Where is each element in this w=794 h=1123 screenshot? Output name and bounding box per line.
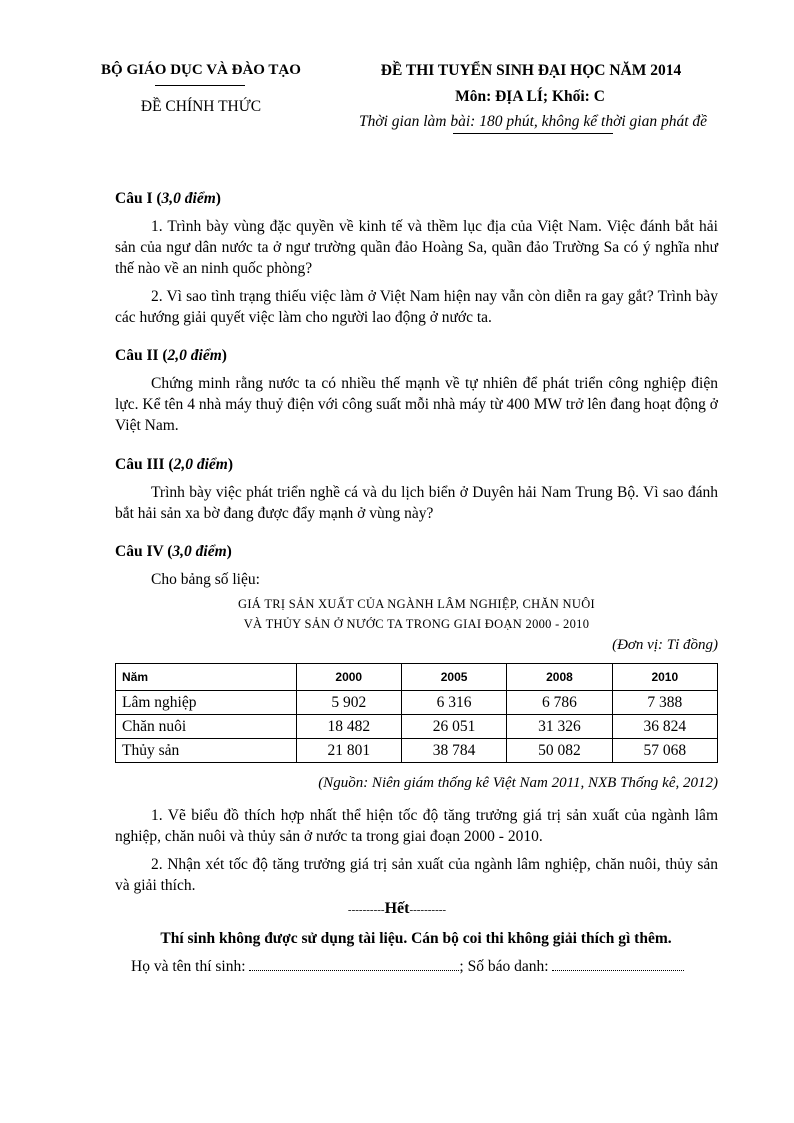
table-cell: 6 786 [507, 691, 612, 715]
table-cell: 50 082 [507, 739, 612, 763]
question-1-title: Câu I (3,0 điểm) [115, 190, 221, 207]
question-4-part-2: 2. Nhận xét tốc độ tăng trưởng giá trị sản xuất của ngành lâm nghiệp, chăn nuôi, thủy sản và giải thích. [115, 856, 718, 894]
candidate-note: Thí sinh không được sử dụng tài liệu. Cán bộ coi thi không giải thích gì thêm. [160, 930, 672, 947]
question-3-text: Trình bày việc phát triển nghề cá và du lịch biển ở Duyên hải Nam Trung Bộ. Vì sao đánh bắt hải sản xa bờ đang được đẩy mạnh ở vùng này? [115, 484, 718, 522]
ministry-name: BỘ GIÁO DỤC VÀ ĐÀO TẠO [101, 62, 301, 78]
table-row [116, 715, 718, 739]
table-cell: 38 784 [401, 739, 506, 763]
question-2 [115, 345, 718, 436]
data-table [115, 663, 718, 763]
row-label: Lâm nghiệp [116, 691, 297, 715]
question-2-title: Câu II (2,0 điểm) [115, 347, 227, 364]
table-header-2010: 2010 [612, 664, 717, 691]
candidate-id-field[interactable] [552, 960, 684, 971]
candidate-info-line: Họ và tên thí sinh: ; Số báo danh: [131, 958, 684, 976]
question-1-part-1: 1. Trình bày vùng đặc quyền về kinh tế và thềm lục địa của Việt Nam. Việc đánh bắt hải sản của ngư dân nước ta ở ngư trường quần đảo Hoàng Sa, quần đảo Trường Sa có ý nghĩa như thế nào về an ninh quốc phòng? [115, 218, 718, 277]
question-4-tasks [115, 805, 718, 896]
table-cell: 26 051 [401, 715, 506, 739]
question-3 [115, 454, 718, 524]
table-cell: 18 482 [296, 715, 401, 739]
table-caption-line-2: VÀ THỦY SẢN Ở NƯỚC TA TRONG GIAI ĐOẠN 2000 - 2010 [243, 617, 590, 631]
candidate-id-label: Số báo danh: [467, 958, 549, 975]
table-header-2005: 2005 [401, 664, 506, 691]
table-cell: 6 316 [401, 691, 506, 715]
candidate-name-label: Họ và tên thí sinh: [131, 958, 246, 975]
table-source: (Nguồn: Niên giám thống kê Việt Nam 2011, NXB Thống kê, 2012) [318, 775, 718, 791]
table-cell: 5 902 [296, 691, 401, 715]
table-cell: 31 326 [507, 715, 612, 739]
question-4 [115, 541, 718, 590]
question-4-intro: Cho bảng số liệu: [151, 571, 260, 588]
exam-title: ĐỀ THI TUYỂN SINH ĐẠI HỌC NĂM 2014 [380, 62, 682, 79]
table-header-2008: 2008 [507, 664, 612, 691]
official-label: ĐỀ CHÍNH THỨC [140, 98, 262, 115]
end-marker: ----------Hết---------- [347, 900, 447, 917]
table-header-year: Năm [116, 664, 297, 691]
ministry-underline [155, 85, 245, 86]
candidate-name-field[interactable] [249, 960, 459, 971]
row-label: Chăn nuôi [116, 715, 297, 739]
exam-subject: Môn: ĐỊA LÍ; Khối: C [455, 88, 605, 105]
table-unit: (Đơn vị: Tỉ đồng) [612, 637, 718, 653]
table-cell: 57 068 [612, 739, 717, 763]
table-cell: 7 388 [612, 691, 717, 715]
table-caption-line-1: GIÁ TRỊ SẢN XUẤT CỦA NGÀNH LÂM NGHIỆP, CHĂN NUÔI [238, 597, 595, 611]
table-cell: 21 801 [296, 739, 401, 763]
question-3-title: Câu III (2,0 điểm) [115, 456, 233, 473]
table-header-row [116, 664, 718, 691]
row-label: Thủy sản [116, 739, 297, 763]
question-4-part-1: 1. Vẽ biểu đồ thích hợp nhất thể hiện tốc độ tăng trưởng giá trị sản xuất của ngành lâm nghiệp, chăn nuôi và thủy sản ở nước ta trong giai đoạn 2000 - 2010. [115, 807, 718, 845]
time-underline [453, 133, 613, 134]
question-1 [115, 188, 718, 328]
table-header-2000: 2000 [296, 664, 401, 691]
table-caption [115, 594, 718, 634]
table-cell: 36 824 [612, 715, 717, 739]
exam-time-note: Thời gian làm bài: 180 phút, không kể thời gian phát đề [358, 113, 708, 130]
question-1-part-2: 2. Vì sao tình trạng thiếu việc làm ở Việt Nam hiện nay vẫn còn diễn ra gay gắt? Trình bày các hướng giải quyết việc làm cho người lao động ở nước ta. [115, 288, 718, 326]
question-4-title: Câu IV (3,0 điểm) [115, 543, 232, 560]
table-row [116, 691, 718, 715]
table-row [116, 739, 718, 763]
question-2-text: Chứng minh rằng nước ta có nhiều thế mạnh về tự nhiên để phát triển công nghiệp điện lực. Kể tên 4 nhà máy thuỷ điện với công suất mỗi nhà máy từ 400 MW trở lên đang hoạt động ở Việt Nam. [115, 375, 718, 434]
